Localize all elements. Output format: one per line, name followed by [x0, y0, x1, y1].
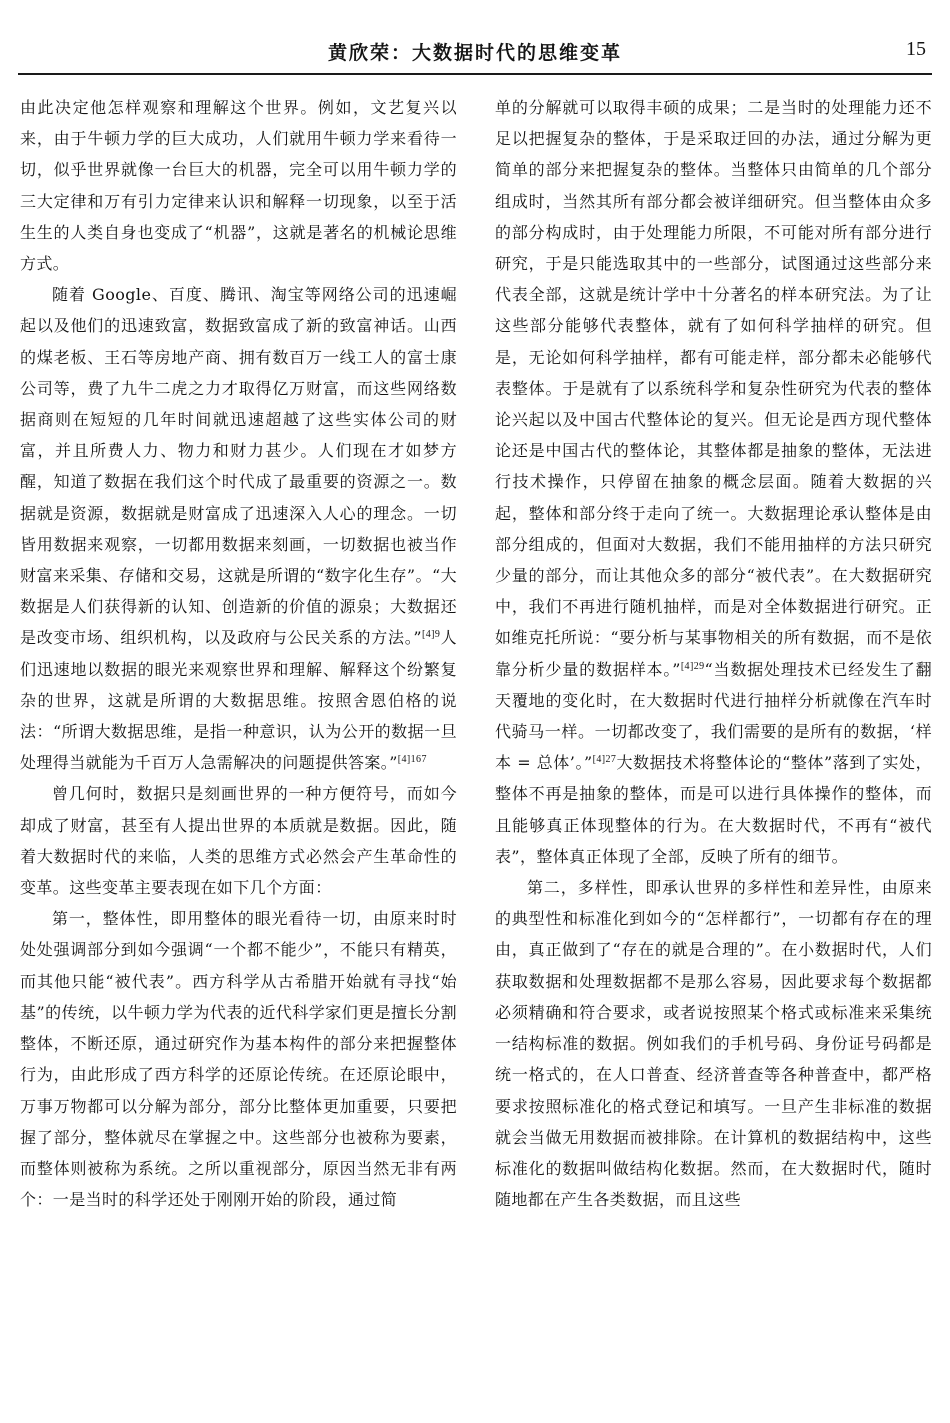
citation-ref: [4]9	[422, 629, 441, 641]
paragraph-thinking-change: 曾几何时，数据只是刻画世界的一种方便符号，而如今却成了财富，甚至有人提出世界的本质就是数据。因此，随着大数据时代的来临，人类的思维方式必然会产生革命性的变革。这些变革主要表现在如下几个方面：	[20, 784, 457, 898]
paragraph-text: 大数据技术将整体论的“整体”落到了实处，整体不再是抽象的整体，而是可以进行具体操作的整体，而且能够真正体现整体的行为。在大数据时代，不再有“被代表”，整体真正体现了全部，反映了所有的细节。	[495, 753, 932, 866]
paragraph-text: 单的分解就可以取得丰硕的成果；二是当时的处理能力还不足以把握复杂的整体，于是采取迂回的办法，通过分解为更简单的部分来把握复杂的整体。当整体只由简单的几个部分组成时，当然其所有部分都会被详细研究。但当整体由众多的部分构成时，由于处理能力所限，不可能对所有部分进行研究，于是只能选取其中的一些部分，试图通过这些部分来代表全部，这就是统计学中十分著名的样本研究法。为了让这些部分能够代表整体，就有了如何科学抽样的研究。但是，无论如何科学抽样，都有可能走样，部分都未必能够代表整体。于是就有了以系统科学和复杂性研究为代表的整体论兴起以及中国古代整体论的复兴。但无论是西方现代整体论还是中国古代的整体论，其整体都是抽象的整体，无法进行技术操作，只停留在抽象的概念层面。随着大数据的兴起，整体和部分终于走向了统一。大数据理论承认整体是由部分组成的，但面对大数据，我们不能用抽样的方法只研究少量的部分，而让其他众多的部分“被代表”。在大数据研究中，我们不再进行随机抽样，而是对全体数据进行研究。正如维克托所说：“要分析与某事物相关的所有数据，而不是依靠分析少量的数据样本。”	[495, 98, 932, 679]
running-header-title: 黄欣荣：大数据时代的思维变革	[327, 42, 622, 64]
left-column	[20, 92, 457, 1215]
paragraph-holism: 第一，整体性，即用整体的眼光看待一切，由原来时时处处强调部分到如今强调“一个都不能少”，不能只有精英，而其他只能“被代表”。西方科学从古希腊开始就有寻找“始基”的传统，以牛顿力学为代表的近代科学家们更是擅长分割整体，不断还原，通过研究作为基本构件的部分来把握整体行为，由此形成了西方科学的还原论传统。在还原论眼中，万事万物都可以分解为部分，部分比整体更加重要，只要把握了部分，整体就尽在掌握之中。这些部分也被称为要素，而整体则被称为系统。之所以重视部分，原因当然无非有两个：一是当时的科学还处于刚刚开始的阶段，通过简	[20, 909, 457, 1210]
paragraph-continued: 由此决定他怎样观察和理解这个世界。例如，文艺复兴以来，由于牛顿力学的巨大成功，人们就用牛顿力学来看待一切，似乎世界就像一台巨大的机器，完全可以用牛顿力学的三大定律和万有引力定律来认识和解释一切现象，以至于活生生的人类自身也变成了“机器”，这就是著名的机械论思维方式。	[20, 98, 457, 274]
right-column	[495, 92, 932, 1215]
citation-ref: [4]27	[592, 754, 617, 766]
page-number: 15	[906, 38, 926, 60]
paragraph-diversity: 第二，多样性，即承认世界的多样性和差异性，由原来的典型性和标准化到如今的“怎样都行”，一切都有存在的理由，真正做到了“存在的就是合理的”。在小数据时代，人们获取数据和处理数据都不是那么容易，因此要求每个数据都必须精确和符合要求，或者说按照某个格式或标准来采集统一结构标准的数据。例如我们的手机号码、身份证号码都是统一格式的，在人口普查、经济普查等各种普查中，都严格要求按照标准化的格式登记和填写。一旦产生非标准的数据就会当做无用数据而被排除。在计算机的数据结构中，这些标准化的数据叫做结构化数据。然而，在大数据时代，随时随地都在产生各类数据，而且这些	[495, 878, 932, 1210]
paragraph-text: “当数据处理技术已经发生了翻天覆地的变化时，在大数据时代进行抽样分析就像在汽车时代骑马一样。一切都改变了，我们需要的是所有的数据，‘样本 = 总体’。”	[495, 659, 933, 773]
citation-ref: [4]167	[397, 754, 427, 766]
paragraph-text: 随着 Google、百度、腾讯、淘宝等网络公司的迅速崛起以及他们的迅速致富，数据致富成了新的致富神话。山西的煤老板、王石等房地产商、拥有数百万一线工人的富士康公司等，费了九牛二虎之力才取得亿万财富，而这些网络数据商则在短短的几年时间就迅速超越了这些实体公司的财富，并且所费人力、物力和财力甚少。人们现在才如梦方醒，知道了数据在我们这个时代成了最重要的资源之一。数据就是资源，数据就是财富成了迅速深入人心的理念。一切皆用数据来观察，一切都用数据来刻画，一切数据也被当作财富来采集、存储和交易，这就是所谓的“数字化生存”。“大数据是人们获得新的认知、创造新的价值的源泉；大数据还是改变市场、组织机构，以及政府与公民关系的方法。”	[20, 285, 457, 648]
header-divider	[18, 73, 932, 75]
paragraph-sampling	[495, 92, 932, 872]
paragraph-text: 人们迅速地以数据的眼光来观察世界和理解、解释这个纷繁复杂的世界，这就是所谓的大数据思维。按照舍恩伯格的说法：“所谓大数据思维，是指一种意识，认为公开的数据一旦处理得当就能为千百万人急需解决的问题提供答案。”	[20, 628, 457, 773]
citation-ref: [4]29	[680, 660, 705, 672]
paragraph-data-wealth	[20, 279, 457, 778]
